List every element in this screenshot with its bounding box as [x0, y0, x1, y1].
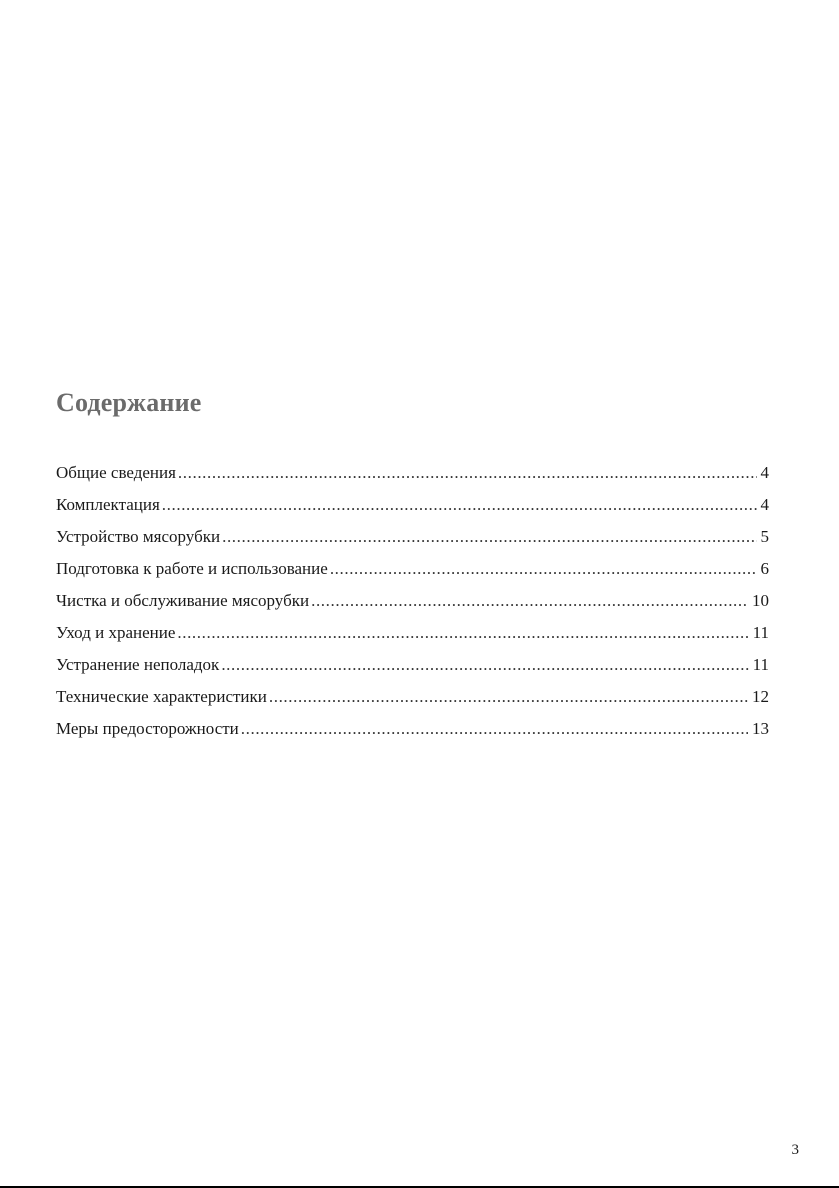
toc-leader-dots	[222, 524, 756, 550]
toc-entry-page: 12	[752, 687, 769, 706]
page-title: Содержание	[56, 388, 202, 417]
toc-entry-title: Технические характеристики	[56, 687, 267, 706]
toc-leader-dots	[311, 588, 748, 614]
toc-entry-preparation-and-use[interactable]	[56, 556, 769, 588]
toc-entry-page: 5	[760, 527, 769, 546]
toc-entry-device-structure[interactable]	[56, 524, 769, 556]
page-number: 3	[791, 1142, 799, 1158]
toc-entry-cleaning-and-maintenance[interactable]	[56, 588, 769, 620]
toc-leader-dots	[269, 684, 748, 710]
toc-leader-dots	[177, 620, 748, 646]
toc-entry-general-info[interactable]	[56, 460, 769, 492]
toc-entry-page: 10	[752, 591, 769, 610]
toc-entry-troubleshooting[interactable]	[56, 652, 769, 684]
toc-entry-title: Устранение неполадок	[56, 655, 220, 674]
toc-leader-dots	[221, 652, 748, 678]
table-of-contents	[56, 460, 769, 748]
toc-leader-dots	[330, 556, 757, 582]
toc-entry-title: Подготовка к работе и использование	[56, 559, 328, 578]
toc-entry-safety-precautions[interactable]	[56, 716, 769, 748]
toc-entry-page: 11	[752, 655, 769, 674]
toc-entry-page: 13	[752, 719, 769, 738]
toc-leader-dots	[241, 716, 748, 742]
toc-entry-care-and-storage[interactable]	[56, 620, 769, 652]
toc-entry-specifications[interactable]	[56, 684, 769, 716]
toc-entry-title: Чистка и обслуживание мясорубки	[56, 591, 310, 610]
toc-entry-title: Общие сведения	[56, 463, 176, 482]
toc-leader-dots	[178, 460, 757, 486]
toc-entry-page: 4	[760, 463, 769, 482]
toc-entry-title: Устройство мясорубки	[56, 527, 221, 546]
toc-entry-title: Комплектация	[56, 495, 160, 514]
toc-entry-title: Меры предосторожности	[56, 719, 239, 738]
toc-entry-title: Уход и хранение	[56, 623, 176, 642]
toc-entry-package-contents[interactable]	[56, 492, 769, 524]
toc-entry-page: 4	[760, 495, 769, 514]
toc-entry-page: 11	[752, 623, 769, 642]
toc-entry-page: 6	[760, 559, 769, 578]
toc-leader-dots	[162, 492, 757, 518]
